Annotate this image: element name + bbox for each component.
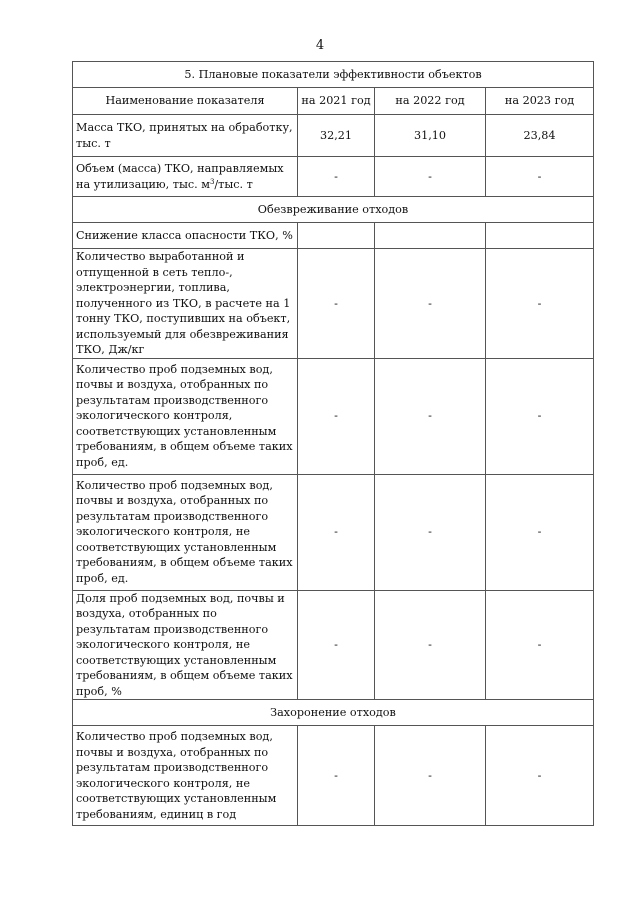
value-2022: -: [375, 157, 486, 197]
value-2022: -: [375, 249, 486, 359]
table-row: [73, 223, 594, 249]
value-2021: -: [298, 358, 375, 474]
value-2021: -: [298, 157, 375, 197]
value-2021: 32,21: [298, 115, 375, 157]
value-2022: -: [375, 358, 486, 474]
table-row: [73, 157, 594, 197]
indicator-name: Количество проб подземных вод, почвы и воздуха, отобранных по результатам производственного экологического контроля, не соответствующих установленным требованиям, единиц в год: [73, 726, 298, 826]
value-2021: -: [298, 726, 375, 826]
value-2023: [486, 223, 594, 249]
value-2023: -: [486, 358, 594, 474]
value-2022: [375, 223, 486, 249]
table-row: [73, 474, 594, 590]
column-header-2021: на 2021 год: [298, 88, 375, 115]
value-2021: -: [298, 249, 375, 359]
value-2021: [298, 223, 375, 249]
table-header-row: [73, 88, 594, 115]
value-2022: -: [375, 590, 486, 700]
indicator-name: Количество выработанной и отпущенной в сеть тепло-, электроэнергии, топлива, полученного из ТКО, в расчете на 1 тонну ТКО, поступивших на объект, используемый для обезвреживания ТКО, Дж/кг: [73, 249, 298, 359]
performance-indicators-table: [72, 61, 594, 826]
table-row: [73, 726, 594, 826]
value-2022: -: [375, 474, 486, 590]
value-2022: 31,10: [375, 115, 486, 157]
indicator-name: Количество проб подземных вод, почвы и воздуха, отобранных по результатам производственного экологического контроля, не соответствующих установленным требованиям, в общем объеме таких проб, ед.: [73, 474, 298, 590]
value-2021: -: [298, 474, 375, 590]
indicator-name: Снижение класса опасности ТКО, %: [73, 223, 298, 249]
indicator-name: Доля проб подземных вод, почвы и воздуха, отобранных по результатам производственного экологического контроля, не соответствующих установленным требованиям, в общем объеме таких проб, %: [73, 590, 298, 700]
indicator-name: Объем (масса) ТКО, направляемых на утилизацию, тыс. $м^3$/тыс. т: [73, 157, 298, 197]
column-header-2023: на 2023 год: [486, 88, 594, 115]
table-title: 5. Плановые показатели эффективности объектов: [73, 62, 594, 88]
value-2021: -: [298, 590, 375, 700]
section-header-burial: Захоронение отходов: [73, 700, 594, 726]
column-header-2022: на 2022 год: [375, 88, 486, 115]
value-2022: -: [375, 726, 486, 826]
page-number: 4: [315, 38, 325, 53]
value-2023: -: [486, 590, 594, 700]
value-2023: 23,84: [486, 115, 594, 157]
indicator-name: Масса ТКО, принятых на обработку, тыс. т: [73, 115, 298, 157]
column-header-indicator: Наименование показателя: [73, 88, 298, 115]
table-row: [73, 358, 594, 474]
value-2023: -: [486, 157, 594, 197]
value-2023: -: [486, 726, 594, 826]
indicator-name: Количество проб подземных вод, почвы и воздуха, отобранных по результатам производственного экологического контроля, соответствующих установленным требованиям, в общем объеме таких проб, ед.: [73, 358, 298, 474]
table-row: [73, 590, 594, 700]
table-row: [73, 249, 594, 359]
value-2023: -: [486, 474, 594, 590]
table-row: [73, 115, 594, 157]
section-header-neutralization: Обезвреживание отходов: [73, 197, 594, 223]
value-2023: -: [486, 249, 594, 359]
